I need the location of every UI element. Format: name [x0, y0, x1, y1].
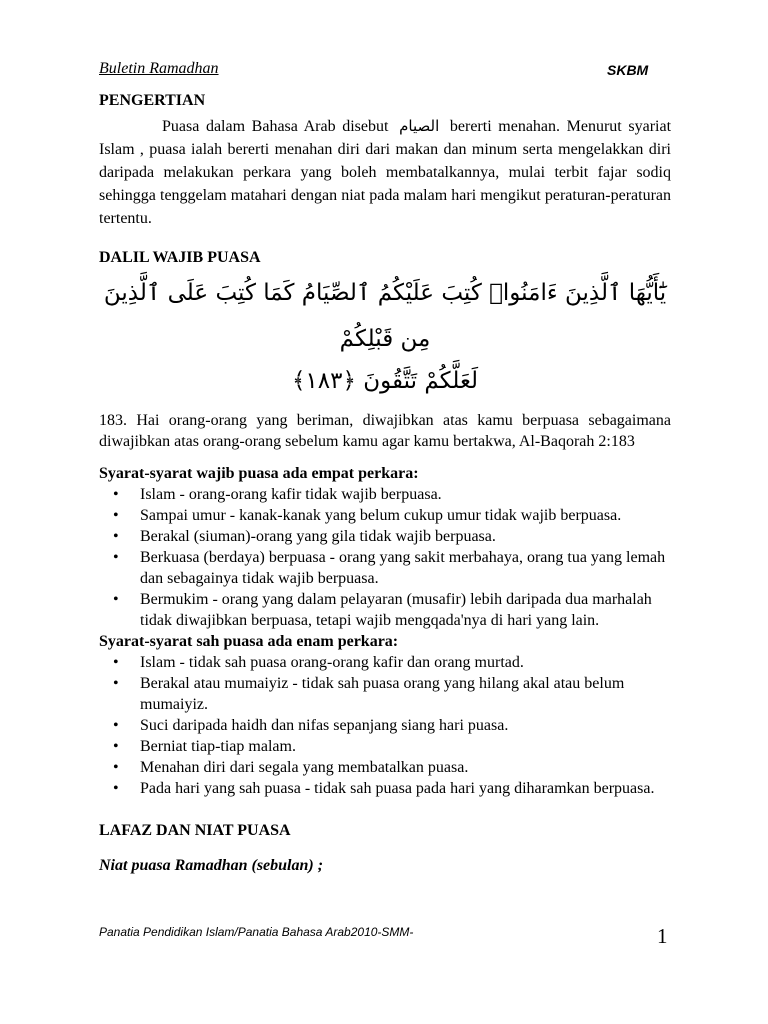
syarat-wajib-list — [99, 484, 671, 631]
list-item: • Berkuasa (berdaya) berpuasa - orang yang sakit merbahaya, orang tua yang lemah dan sebagainya tidak wajib berpuasa. — [140, 547, 671, 589]
list-item: • Berakal atau mumaiyiz - tidak sah puasa orang yang hilang akal atau belum mumaiyiz. — [140, 673, 671, 715]
list-item: • Islam - tidak sah puasa orang-orang kafir dan orang murtad. — [140, 652, 671, 673]
list-item: • Berniat tiap-tiap malam. — [140, 736, 671, 757]
section-heading-lafaz: LAFAZ DAN NIAT PUASA — [99, 822, 291, 839]
section-heading-syarat-wajib: Syarat-syarat wajib puasa ada empat perkara: — [99, 465, 419, 482]
quran-verse-line-2: لَعَلَّكُمْ تَتَّقُونَ ﴿١٨٣﴾ — [291, 368, 479, 394]
list-item: • Islam - orang-orang kafir tidak wajib berpuasa. — [140, 484, 671, 505]
page-content — [99, 88, 671, 876]
quran-verse-line-1: يَٰٓأَيُّهَا ٱلَّذِينَ ءَامَنُوا۟ كُتِبَ عَلَيْكُمُ ٱلصِّيَامُ كَمَا كُتِبَ عَلَى ٱلَّذِينَ مِن قَبْلِكُمْ — [103, 280, 667, 352]
list-item: • Berakal (siuman)-orang yang gila tidak wajib berpuasa. — [140, 526, 671, 547]
list-item: • Sampai umur - kanak-kanak yang belum cukup umur tidak wajib berpuasa. — [140, 505, 671, 526]
section-heading-pengertian: PENGERTIAN — [99, 92, 206, 109]
list-item: • Pada hari yang sah puasa - tidak sah puasa pada hari yang diharamkan berpuasa. — [140, 778, 671, 799]
list-item: • Menahan diri dari segala yang membatalkan puasa. — [140, 757, 671, 778]
pengertian-paragraph — [99, 115, 671, 230]
section-heading-dalil: DALIL WAJIB PUASA — [99, 249, 261, 266]
section-heading-syarat-sah: Syarat-syarat sah puasa ada enam perkara: — [99, 633, 399, 650]
verse-translation: 183. Hai orang-orang yang beriman, diwajibkan atas kamu berpuasa sebagaimana diwajibkan atas orang-orang sebelum kamu agar kamu bertakwa, Al-Baqorah 2:183 — [99, 412, 671, 450]
header-title: Buletin Ramadhan — [99, 60, 219, 77]
arabic-word: الصيام — [399, 117, 440, 135]
list-item: • Bermukim - orang yang dalam pelayaran (musafir) lebih daripada dua marhalah tidak diwajibkan berpuasa, tetapi wajib mengqada'nya di hari yang lain. — [140, 589, 671, 631]
header-tag: SKBM — [607, 62, 649, 78]
syarat-sah-list — [99, 652, 671, 799]
niat-label: Niat puasa Ramadhan (sebulan) ; — [99, 857, 324, 874]
list-item: • Suci daripada haidh dan nifas sepanjang siang hari puasa. — [140, 715, 671, 736]
page-number: 1 — [657, 924, 668, 948]
pengertian-text-before: Puasa dalam Bahasa Arab disebut — [162, 118, 389, 135]
pengertian-text-after: bererti menahan. Menurut syariat Islam , puasa ialah bererti menahan diri dari makan dan minum serta mengelakkan diri daripada melakukan perkara yang boleh membatalkannya, mulai terbit fajar sodiq sehingga tenggelam matahari dengan niat pada malam hari mengikut peraturan-peraturan tertentu. — [99, 118, 672, 227]
footer-text: Panatia Pendidikan Islam/Panatia Bahasa Arab2010-SMM- — [99, 925, 414, 939]
